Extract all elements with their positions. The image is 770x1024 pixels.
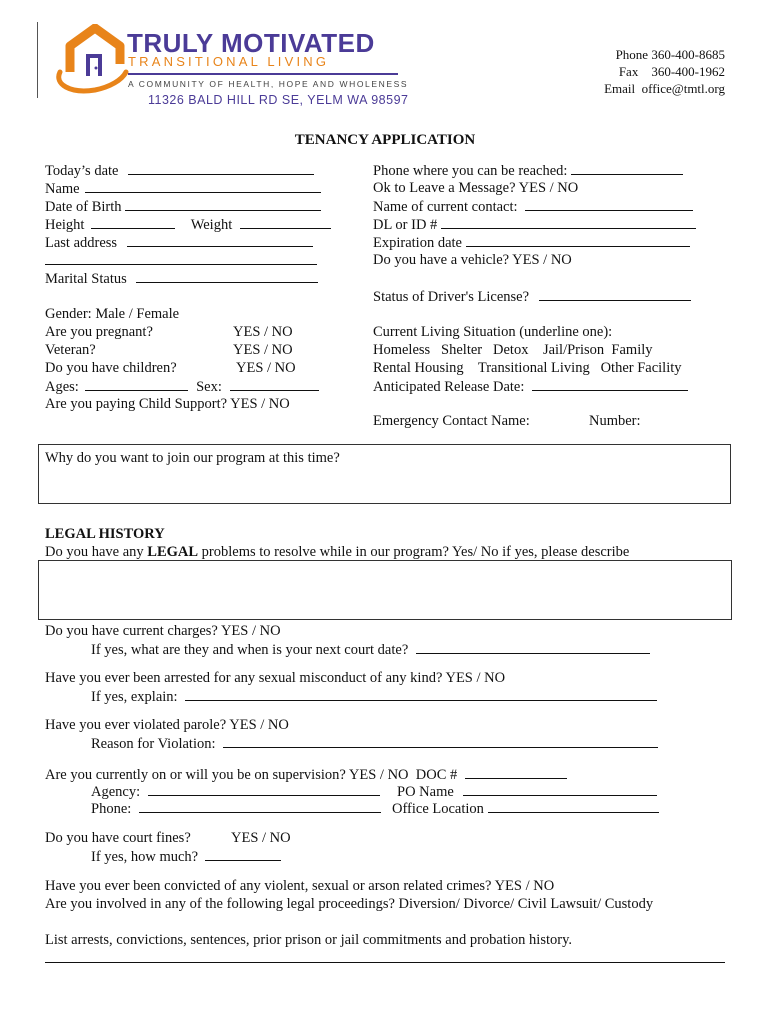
- emergency-name-label: Emergency Contact Name:: [373, 413, 530, 429]
- last-address-field-2[interactable]: [45, 251, 317, 265]
- explain-row: [91, 687, 657, 706]
- children-options[interactable]: YES / NO: [236, 360, 296, 376]
- release-date-label: Anticipated Release Date:: [373, 379, 525, 395]
- court-fines-label: Do you have court fines?: [45, 830, 191, 846]
- current-contact-row: [373, 197, 693, 216]
- current-contact-label: Name of current contact:: [373, 199, 518, 215]
- license-status-field[interactable]: [539, 287, 691, 301]
- brand-tagline: A COMMUNITY OF HEALTH, HOPE AND WHOLENESS: [128, 79, 409, 89]
- legal-problems-box[interactable]: [38, 560, 732, 620]
- height-field[interactable]: [91, 215, 175, 229]
- form-title: TENANCY APPLICATION: [294, 132, 476, 148]
- expiration-field[interactable]: [466, 233, 690, 247]
- violation-reason-field[interactable]: [223, 734, 658, 748]
- marital-status-field[interactable]: [136, 269, 318, 283]
- why-join-label: Why do you want to join our program at this time?: [45, 450, 340, 466]
- legal-problems-bold: LEGAL: [147, 544, 199, 560]
- org-address: 11326 BALD HILL RD SE, YELM WA 98597: [148, 93, 409, 107]
- veteran-label: Veteran?: [45, 342, 96, 358]
- ages-sex-row: [45, 377, 319, 396]
- agency-field[interactable]: [148, 782, 380, 796]
- explain-field[interactable]: [185, 687, 657, 701]
- todays-date-label: Today’s date: [45, 163, 119, 179]
- height-label: Height: [45, 217, 85, 233]
- weight-field[interactable]: [240, 215, 331, 229]
- dob-label: Date of Birth: [45, 199, 122, 215]
- po-name-label: PO Name: [397, 784, 454, 800]
- dob-field[interactable]: [125, 197, 321, 211]
- how-much-field[interactable]: [205, 847, 281, 861]
- name-label: Name: [45, 181, 80, 197]
- how-much-row: [91, 847, 281, 866]
- expiration-label: Expiration date: [373, 235, 462, 251]
- ok-message-text[interactable]: Ok to Leave a Message? YES / NO: [373, 180, 579, 196]
- brand-name: TRULY MOTIVATED: [127, 28, 375, 58]
- children-label: Do you have children?: [45, 360, 177, 376]
- brand-subtitle: TRANSITIONAL LIVING: [128, 54, 330, 69]
- parole-text[interactable]: Have you ever violated parole? YES / NO: [45, 717, 289, 733]
- pregnant-label: Are you pregnant?: [45, 324, 153, 340]
- expiration-row: [373, 233, 690, 252]
- current-contact-field[interactable]: [525, 197, 693, 211]
- list-history-field[interactable]: [45, 962, 725, 963]
- contact-phone: Phone 360-400-8685: [615, 47, 725, 62]
- house-logo-icon: [50, 24, 130, 96]
- brand-rule: [128, 73, 398, 75]
- po-name-field[interactable]: [463, 782, 657, 796]
- phone-label: Phone:: [91, 801, 132, 817]
- proceedings-text[interactable]: Are you involved in any of the following legal proceedings? Diversion/ Divorce/ Civil Lawsuit/ Custody: [45, 896, 654, 912]
- marital-status-label: Marital Status: [45, 271, 127, 287]
- agency-label: Agency:: [91, 784, 141, 800]
- last-address-row-2: [45, 251, 317, 270]
- office-location-row: [392, 799, 659, 818]
- height-weight-row: [45, 215, 331, 234]
- last-address-row: [45, 233, 313, 252]
- why-join-box[interactable]: [38, 444, 731, 504]
- violent-crimes-text[interactable]: Have you ever been convicted of any violent, sexual or arson related crimes? YES / NO: [45, 878, 555, 894]
- explain-label: If yes, explain:: [91, 689, 178, 705]
- legal-problems-question: [45, 543, 629, 561]
- contact-email: Email office@tmtl.org: [604, 81, 725, 96]
- legal-problems-post: problems to resolve while in our program? Yes/ No if yes, please describe: [198, 544, 630, 560]
- child-support-text[interactable]: Are you paying Child Support? YES / NO: [45, 396, 290, 412]
- living-options-2[interactable]: Rental Housing Transitional Living Other Facility: [373, 360, 682, 376]
- ages-label: Ages:: [45, 379, 79, 395]
- header-divider: [37, 22, 38, 98]
- pregnant-options[interactable]: YES / NO: [233, 324, 293, 340]
- vehicle-text[interactable]: Do you have a vehicle? YES / NO: [373, 252, 572, 268]
- supervision-label: Are you currently on or will you be on supervision? YES / NO DOC #: [45, 767, 458, 783]
- dl-id-label: DL or ID #: [373, 217, 438, 233]
- license-status-label: Status of Driver's License?: [373, 289, 530, 305]
- phone-reach-label: Phone where you can be reached:: [373, 163, 568, 179]
- court-date-row: [91, 640, 650, 659]
- name-row: [45, 179, 321, 198]
- last-address-label: Last address: [45, 235, 118, 251]
- legal-history-heading: LEGAL HISTORY: [45, 526, 165, 542]
- dl-id-row: [373, 215, 696, 234]
- court-fines-options[interactable]: YES / NO: [231, 830, 291, 846]
- release-date-row: [373, 377, 688, 396]
- dob-row: [45, 197, 321, 216]
- doc-number-field[interactable]: [465, 765, 567, 779]
- office-location-field[interactable]: [488, 799, 659, 813]
- court-date-label: If yes, what are they and when is your next court date?: [91, 642, 409, 658]
- list-history-label: List arrests, convictions, sentences, prior prison or jail commitments and probation history.: [45, 932, 572, 948]
- violation-reason-row: [91, 734, 658, 753]
- todays-date-field[interactable]: [128, 161, 314, 175]
- phone-reach-row: [373, 161, 683, 180]
- court-date-field[interactable]: [416, 640, 650, 654]
- gender-text[interactable]: Gender: Male / Female: [45, 306, 180, 322]
- weight-label: Weight: [190, 217, 233, 233]
- veteran-options[interactable]: YES / NO: [233, 342, 293, 358]
- emergency-number-label: Number:: [589, 413, 641, 429]
- legal-problems-pre: Do you have any: [45, 544, 148, 560]
- contact-block: [604, 46, 725, 97]
- sex-field[interactable]: [230, 377, 319, 391]
- release-date-field[interactable]: [532, 377, 688, 391]
- last-address-field[interactable]: [127, 233, 313, 247]
- marital-status-row: [45, 269, 318, 288]
- living-options-1[interactable]: Homeless Shelter Detox Jail/Prison Family: [373, 342, 653, 358]
- phone-field[interactable]: [139, 799, 381, 813]
- how-much-label: If yes, how much?: [91, 849, 199, 865]
- violation-reason-label: Reason for Violation:: [91, 736, 216, 752]
- phone-row: [91, 799, 381, 818]
- name-field[interactable]: [85, 179, 321, 193]
- contact-fax: Fax 360-400-1962: [618, 64, 725, 79]
- office-location-label: Office Location: [392, 801, 484, 817]
- current-charges-text[interactable]: Do you have current charges? YES / NO: [45, 623, 281, 639]
- sexual-misconduct-text[interactable]: Have you ever been arrested for any sexual misconduct of any kind? YES / NO: [45, 670, 506, 686]
- ages-field[interactable]: [85, 377, 188, 391]
- dl-id-field[interactable]: [441, 215, 696, 229]
- todays-date-row: [45, 161, 314, 180]
- license-status-row: [373, 287, 691, 306]
- living-situation-label: Current Living Situation (underline one):: [373, 324, 613, 340]
- phone-reach-field[interactable]: [571, 161, 683, 175]
- sex-label: Sex:: [196, 379, 222, 395]
